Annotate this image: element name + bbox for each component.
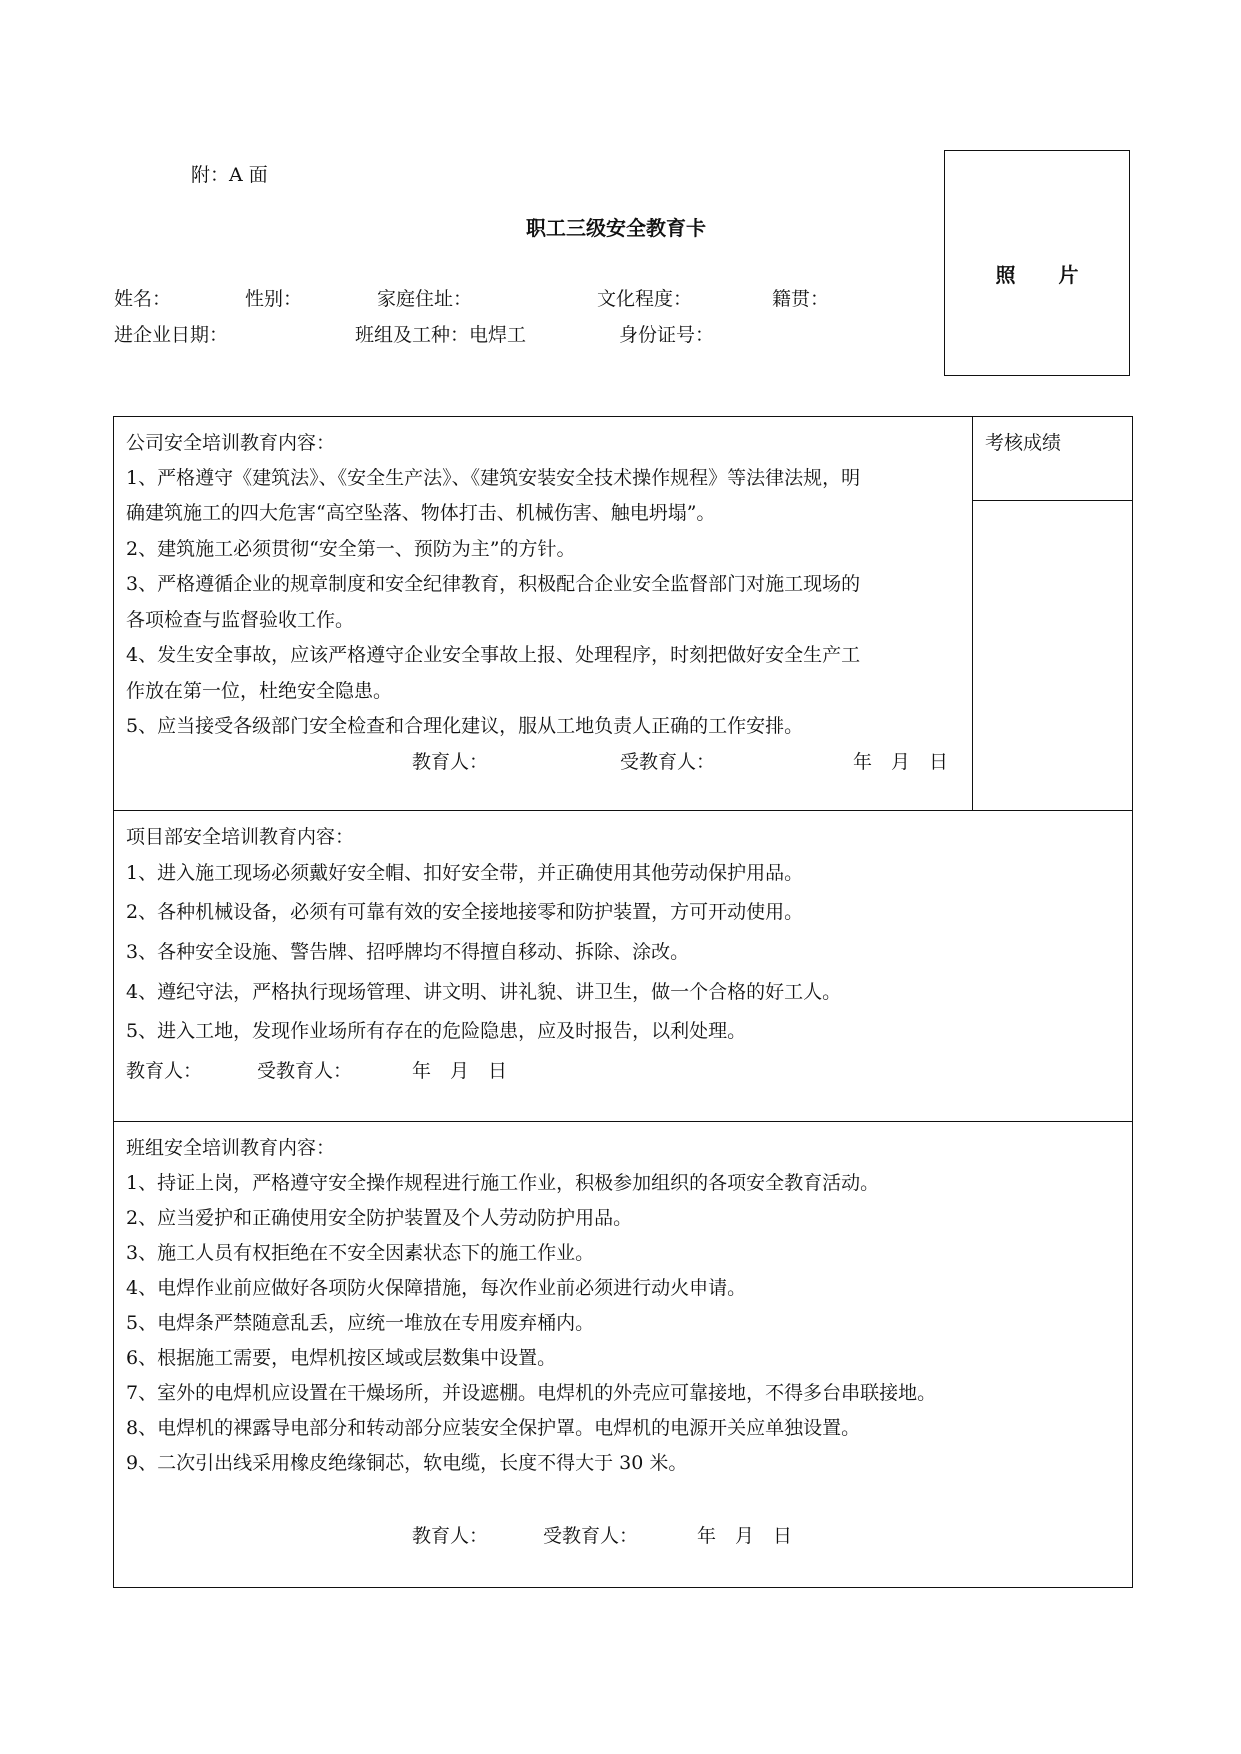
id-number-field-label: 身份证号： xyxy=(619,324,715,346)
team-line: 7、室外的电焊机应设置在干燥场所，并设遮棚。电焊机的外壳应可靠接地，不得多台串联接地。 xyxy=(126,1382,937,1404)
section-divider-2 xyxy=(113,1121,1133,1122)
team-trainee-label: 受教育人： xyxy=(543,1525,639,1547)
project-trainee-label: 受教育人： xyxy=(257,1060,353,1082)
company-line: 作放在第一位，杜绝安全隐患。 xyxy=(126,680,393,702)
project-line: 1、进入施工现场必须戴好安全帽、扣好安全带，并正确使用其他劳动保护用品。 xyxy=(126,862,804,884)
project-section-heading: 项目部安全培训教育内容： xyxy=(126,826,355,848)
company-line: 1、严格遵守《建筑法》、《安全生产法》、《建筑安装安全技术操作规程》等法律法规，明 xyxy=(126,467,861,489)
company-line: 2、建筑施工必须贯彻“安全第一、预防为主”的方针。 xyxy=(126,538,576,560)
team-line: 3、施工人员有权拒绝在不安全因素状态下的施工作业。 xyxy=(126,1242,595,1264)
score-column-divider xyxy=(972,416,973,811)
team-trade-field: 班组及工种：电焊工 xyxy=(355,324,527,346)
entry-date-field-label: 进企业日期： xyxy=(114,324,229,346)
company-line: 4、发生安全事故，应该严格遵守企业安全事故上报、处理程序，时刻把做好安全生产工 xyxy=(126,644,861,666)
company-line: 各项检查与监督验收工作。 xyxy=(126,609,355,631)
project-educator-label: 教育人： xyxy=(126,1060,203,1082)
team-line: 2、应当爱护和正确使用安全防护装置及个人劳动防护用品。 xyxy=(126,1207,633,1229)
photo-box xyxy=(944,150,1130,376)
team-line: 4、电焊作业前应做好各项防火保障措施，每次作业前必须进行动火申请。 xyxy=(126,1277,747,1299)
company-date-label: 年 月 日 xyxy=(853,751,949,773)
address-field-label: 家庭住址： xyxy=(377,288,473,310)
team-section-heading: 班组安全培训教育内容： xyxy=(126,1137,336,1159)
project-line: 5、进入工地，发现作业场所有存在的危险隐患，应及时报告，以利处理。 xyxy=(126,1020,747,1042)
team-line: 1、持证上岗，严格遵守安全操作规程进行施工作业，积极参加组织的各项安全教育活动。 xyxy=(126,1172,880,1194)
project-line: 3、各种安全设施、警告牌、招呼牌均不得擅自移动、拆除、涂改。 xyxy=(126,941,690,963)
company-trainee-label: 受教育人： xyxy=(620,751,716,773)
education-field-label: 文化程度： xyxy=(597,288,693,310)
name-field-label: 姓名： xyxy=(114,288,172,310)
project-line: 2、各种机械设备，必须有可靠有效的安全接地接零和防护装置，方可开动使用。 xyxy=(126,901,804,923)
company-educator-label: 教育人： xyxy=(412,751,489,773)
score-header: 考核成绩 xyxy=(985,432,1062,454)
company-section-heading: 公司安全培训教育内容： xyxy=(126,432,336,454)
score-header-divider xyxy=(972,500,1133,501)
company-line: 5、应当接受各级部门安全检查和合理化建议，服从工地负责人正确的工作安排。 xyxy=(126,715,804,737)
project-date-label: 年 月 日 xyxy=(412,1060,508,1082)
team-line: 6、根据施工需要，电焊机按区域或层数集中设置。 xyxy=(126,1347,557,1369)
team-educator-label: 教育人： xyxy=(412,1525,489,1547)
company-line: 确建筑施工的四大危害“高空坠落、物体打击、机械伤害、触电坍塌”。 xyxy=(126,502,716,524)
team-line: 8、电焊机的裸露导电部分和转动部分应装安全保护罩。电焊机的电源开关应单独设置。 xyxy=(126,1417,861,1439)
photo-label: 照 片 xyxy=(995,263,1097,287)
gender-field-label: 性别： xyxy=(245,288,303,310)
project-line: 4、遵纪守法，严格执行现场管理、讲文明、讲礼貌、讲卫生，做一个合格的好工人。 xyxy=(126,981,842,1003)
team-line: 5、电焊条严禁随意乱丢，应统一堆放在专用废弃桶内。 xyxy=(126,1312,595,1334)
team-line: 9、二次引出线采用橡皮绝缘铜芯，软电缆，长度不得大于 30 米。 xyxy=(126,1452,688,1474)
team-date-label: 年 月 日 xyxy=(697,1525,793,1547)
page-title: 职工三级安全教育卡 xyxy=(526,216,706,240)
origin-field-label: 籍贯： xyxy=(772,288,830,310)
section-divider-1 xyxy=(113,810,1133,811)
attachment-label: 附：A 面 xyxy=(191,164,268,186)
company-line: 3、严格遵循企业的规章制度和安全纪律教育，积极配合企业安全监督部门对施工现场的 xyxy=(126,573,861,595)
